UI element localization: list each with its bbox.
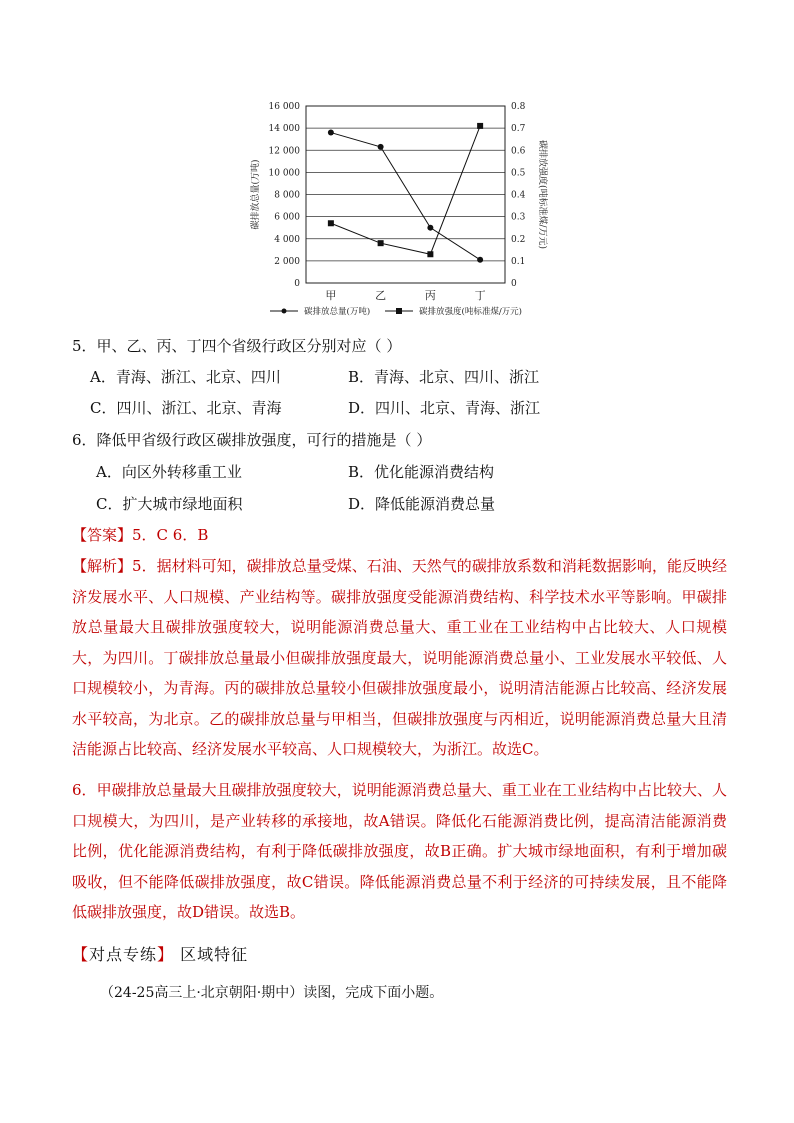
section-label: 对点专练 [89,945,158,964]
question-5-stem: 5．甲、乙、丙、丁四个省级行政区分别对应（ ） [72,337,402,355]
section-bracket-open: 【 [72,945,90,964]
q6-option-b: B．优化能源消费结构 [348,463,495,481]
y-right-tick-label: 0.6 [511,146,526,157]
q6-option-a: A．向区外转移重工业 [96,463,242,481]
y-left-tick-label: 4 000 [274,234,300,245]
q6-option-c: C．扩大城市绿地面积 [96,495,243,513]
y-left-tick-label: 16 000 [268,102,300,112]
x-tick-label: 丙 [424,289,436,302]
q5-option-d: D．四川、北京、青海、浙江 [348,399,541,417]
y-left-tick-label: 12 000 [268,146,300,157]
y-right-tick-label: 0.2 [511,234,526,245]
data-point [378,240,384,246]
data-point [477,123,483,129]
y-right-tick-label: 0.3 [511,212,526,223]
data-point [427,225,433,231]
y-left-axis-title: 碳排放总量(万吨) [251,159,261,230]
legend-label: 碳排放总量(万吨) [304,307,371,317]
y-left-tick-label: 6 000 [274,212,300,223]
q5-option-a: A．青海、浙江、北京、四川 [90,368,281,386]
legend-label: 碳排放强度(吨标准煤/万元) [419,307,522,317]
y-right-tick-label: 0.8 [511,102,526,112]
y-left-tick-label: 10 000 [268,168,300,179]
data-point [477,257,483,263]
x-tick-label: 乙 [375,289,387,302]
question-6-stem: 6．降低甲省级行政区碳排放强度，可行的措施是（ ） [72,431,432,449]
y-right-tick-label: 0.7 [511,124,526,135]
analysis-5: 【解析】5．据材料可知，碳排放总量受煤、石油、天然气的碳排放系数和消耗数据影响，能反映经济发展水平、人口规模、产业结构等。碳排放强度受能源消费结构、科学技术水平等影响。甲碳排放总量最大且碳排放强度较大，说明能源消费总量大、重工业在工业结构中占比较大、人口规模大，为四川。丁碳排放总量最小但碳排放强度最大，说明能源消费总量小、工业发展水平较低、人口规模较小，为青海。丙的碳排放总量较小但碳排放强度最小，说明清洁能源占比较高、经济发展水平较高，为北京。乙的碳排放总量与甲相当，但碳排放强度与丙相近，说明能源消费总量大且清洁能源占比较高、经济发展水平较高、人口规模较大，为浙江。故选C。 [72,557,727,758]
q5-option-c: C．四川、浙江、北京、青海 [90,399,282,417]
y-left-tick-label: 8 000 [274,190,300,201]
y-left-tick-label: 14 000 [268,124,300,135]
y-right-tick-label: 0 [511,279,517,289]
section-topic: 区域特征 [180,945,249,964]
y-left-tick-label: 0 [294,279,300,289]
answer-line: 【答案】5．C 6．B [72,526,209,544]
section-heading [72,942,248,965]
legend-marker [282,309,287,314]
section-bracket-close: 】 [157,945,175,964]
question-intro: （24-25高三上·北京朝阳·期中）读图，完成下面小题。 [100,985,444,1001]
data-point [378,144,384,150]
data-point [328,130,334,136]
x-tick-label: 甲 [325,289,337,302]
analysis-6: 6．甲碳排放总量最大且碳排放强度较大，说明能源消费总量大、重工业在工业结构中占比较大、人口规模大，为四川，是产业转移的承接地，故A错误。降低化石能源消费比例，提高清洁能源消费比例，优化能源消费结构，有利于降低碳排放强度，故B正确。扩大城市绿地面积，有利于增加碳吸收，但不能降低碳排放强度，故C错误。降低能源消费总量不利于经济的可持续发展，且不能降低碳排放强度，故D错误。故选B。 [72,781,727,921]
data-point [328,220,334,226]
y-right-tick-label: 0.1 [511,256,526,267]
y-right-axis-title: 碳排放强度(吨标准煤/万元) [537,139,547,250]
y-right-tick-label: 0.4 [511,190,526,201]
series-line [331,126,480,254]
carbon-emission-chart [240,98,560,328]
series-line [331,133,480,260]
x-tick-label: 丁 [474,289,486,302]
y-left-tick-label: 2 000 [274,256,300,267]
data-point [427,251,433,257]
q5-option-b: B．青海、北京、四川、浙江 [348,368,540,386]
q6-option-d: D．降低能源消费总量 [348,495,496,513]
y-right-tick-label: 0.5 [511,168,526,179]
legend-marker [396,308,402,314]
